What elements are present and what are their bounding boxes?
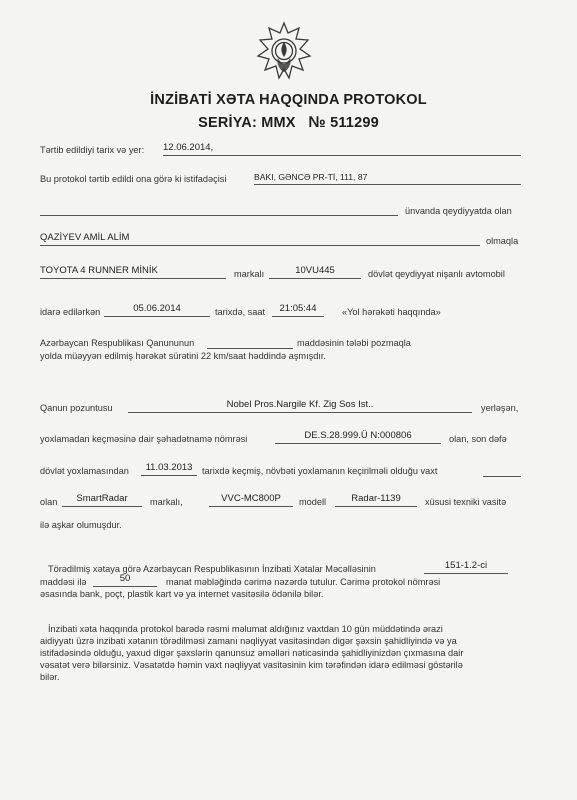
violation-date: 05.06.2014 xyxy=(104,303,210,317)
brand-label: markalı xyxy=(234,269,265,279)
notice-line-1: İnzibati xəta haqqında protokol barədə rəsmi məlumat aldığınız vaxtdan 10 gün müddətində ərazi xyxy=(48,624,443,634)
protocol-number: 511299 xyxy=(330,115,379,131)
location-suffix: yerləşən, xyxy=(481,403,519,413)
notice-line-2: aidiyyatı üzrə inzibati xətanın törədilməsi zamanı nəqliyyat vasitəsindən digər şəxsin şahidliyində və ya xyxy=(40,636,457,646)
device-brand: SmartRadar xyxy=(62,493,142,507)
notice-line-3: istifadəsində olduğu, yaxud digər şəxslərin qanunsuz əməlləri nəticəsində şahidliyinizdən çıxmasına dair xyxy=(40,648,464,658)
date-label: tarixdə, saat xyxy=(215,307,266,317)
cert-label: yoxlamadan keçməsinə dair şəhadətnamə nömrəsi xyxy=(40,434,248,444)
plate-value: 10VU445 xyxy=(269,265,361,279)
detected-label: ilə aşkar olumuşdur. xyxy=(40,520,122,530)
driving-label: idarə edilərkən xyxy=(40,307,101,317)
check-suffix: tarixdə keçmiş, növbəti yoxlamanın keçirilməli olduğu vaxt xyxy=(202,466,438,476)
officer-value: BAKI, GƏNCƏ PR-Tİ, 111, 87 xyxy=(254,171,521,185)
penalty-line-2b: manat məbləğində cərimə nəzərdə tutulur. Cərimə protokol nömrəsi xyxy=(166,577,441,587)
cert-value: DE.S.28.999.Ü N:000806 xyxy=(275,430,441,444)
check-label: dövlət yoxlamasından xyxy=(40,466,129,476)
law-line-1a: Azərbaycan Respublikası Qanununun xyxy=(40,338,195,348)
number-sign: № xyxy=(308,114,326,131)
person-name: QAZİYEV AMİL ALİM xyxy=(40,232,480,246)
device-model: VVC-MC800P xyxy=(209,493,293,507)
plate-label: dövlət qeydiyyat nişanlı avtomobil xyxy=(368,269,505,279)
law-label: «Yol hərəkəti haqqında» xyxy=(342,307,441,317)
notice-line-4: vəsatət verə bilərsiniz. Vəsatətdə həmin vaxt nəqliyyat vasitəsinin kim tərəfindən idarə edilməsi göstərilə xyxy=(40,660,463,670)
registered-label: ünvanda qeydiyyatda olan xyxy=(405,206,512,216)
blank-line xyxy=(40,215,398,216)
notice-line-5: bilər. xyxy=(40,672,60,682)
cert-suffix: olan, son dəfə xyxy=(449,434,507,444)
device-model-label: modell xyxy=(299,497,327,507)
officer-label: Bu protokol tərtib edildi ona görə ki istifadəçisi xyxy=(40,174,227,184)
car-model: TOYOTA 4 RUNNER MİNİK xyxy=(40,265,226,279)
date-place-value: 12.06.2014, xyxy=(163,142,521,156)
location-value: Nobel Pros.Nargile Kf. Zig Sos Ist.. xyxy=(128,399,472,413)
date-place-label: Tərtib edildiyi tarix və yer: xyxy=(40,145,145,155)
being-label: olmaqla xyxy=(486,236,519,246)
device-name: Radar-1139 xyxy=(335,493,417,507)
next-check-blank xyxy=(483,476,521,477)
document-title: İNZİBATİ XƏTA HAQQINDA PROTOKOL xyxy=(150,92,427,108)
device-suffix: xüsusi texniki vasitə xyxy=(425,497,507,507)
state-emblem-icon xyxy=(252,20,316,84)
law-line-2: yolda müəyyən edilmiş hərəkət sürətini 22 km/saat həddində aşmışdır. xyxy=(40,351,326,361)
penalty-line-2a: maddəsi ilə xyxy=(40,577,87,587)
location-label: Qanun pozuntusu xyxy=(40,403,113,413)
device-brand-label: markalı, xyxy=(150,497,183,507)
check-date: 11.03.2013 xyxy=(141,462,197,476)
series-label: SERİYA: MMX xyxy=(198,115,296,131)
penalty-line-3: əsasında bank, poçt, plastik kart və ya internet vasitəsilə ödənilə bilər. xyxy=(40,589,324,599)
law-line-1b: maddəsinin tələbi pozmaqla xyxy=(297,338,411,348)
penalty-amount: 50 xyxy=(93,573,157,587)
article-blank xyxy=(207,348,293,349)
penalty-line-1: Törədilmiş xətaya görə Azərbaycan Respublikasının İnzibati Xətalar Məcəlləsinin xyxy=(48,564,376,574)
series-line xyxy=(0,114,577,132)
violation-time: 21:05:44 xyxy=(272,303,324,317)
device-prefix: olan xyxy=(40,497,58,507)
penalty-article: 151-1.2-ci xyxy=(424,560,508,574)
